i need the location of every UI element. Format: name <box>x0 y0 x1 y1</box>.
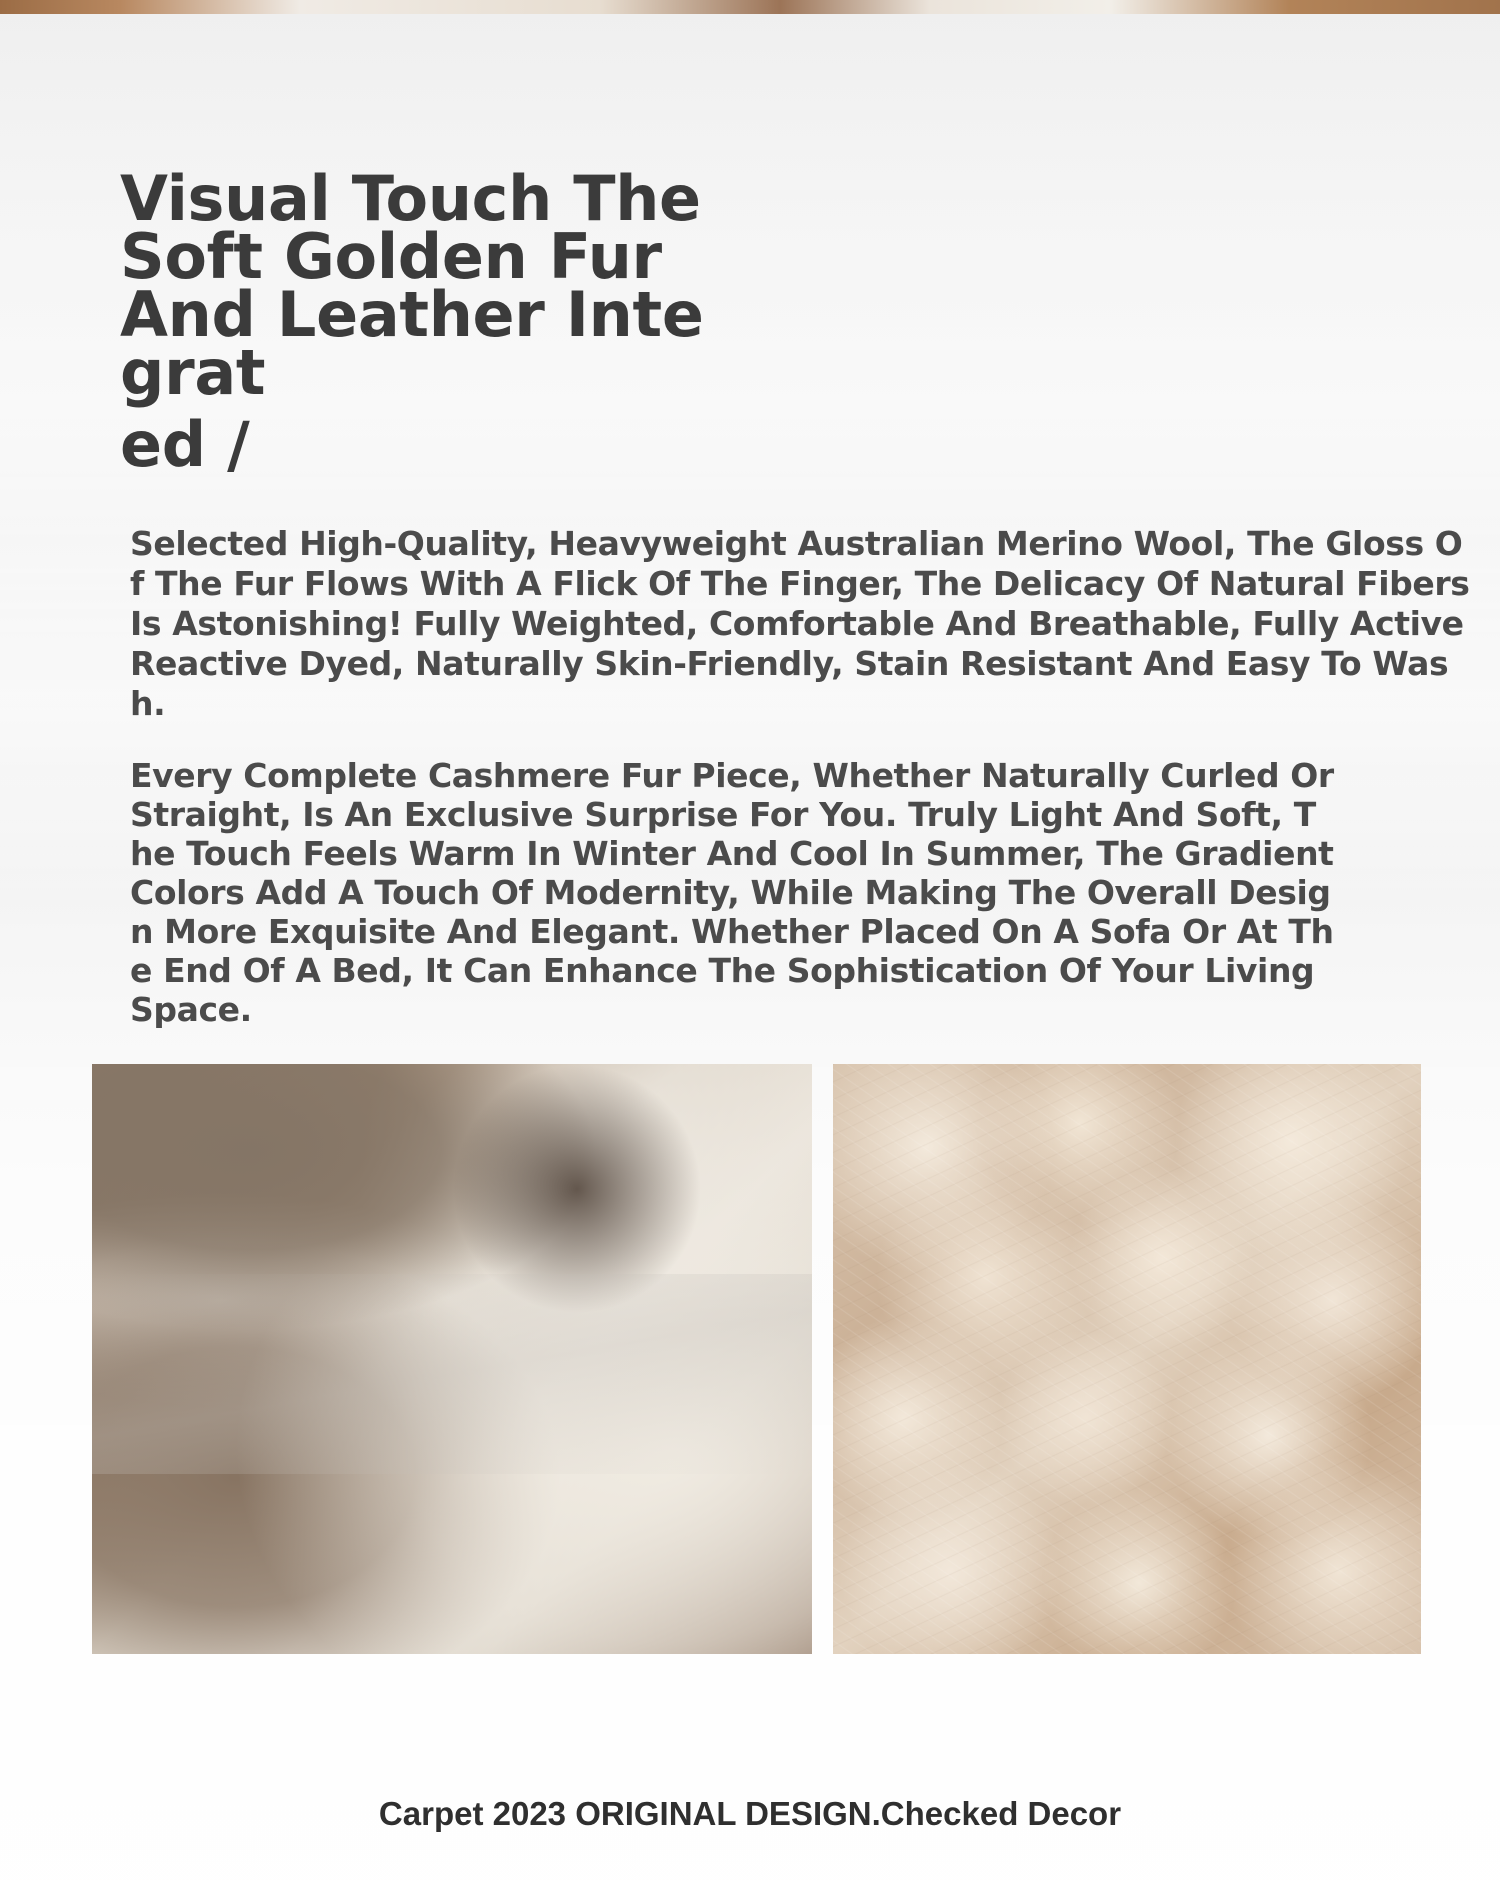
page-headline <box>120 162 730 481</box>
description-paragraph-1: Selected High-Quality, Heavyweight Australian Merino Wool, The Gloss Of The Fur Flows With A Flick Of The Finger, The Delicacy Of Natural Fibers Is Astonishing! Fully Weighted, Comfortable And Breathable, Fully Active Reactive Dyed, Naturally Skin-Friendly, Stain Resistant And Easy To Wash. <box>130 524 1470 723</box>
top-image-strip <box>0 0 1500 14</box>
headline-last-line: ed / <box>120 408 250 481</box>
footer-brand-text: Carpet 2023 ORIGINAL DESIGN.Checked Decor <box>378 1795 1122 1832</box>
fur-crease-detail <box>92 1274 812 1474</box>
curly-fleece-photo <box>833 1064 1421 1654</box>
description-paragraph-2: Every Complete Cashmere Fur Piece, Whether Naturally Curled Or Straight, Is An Exclusive Surprise For You. Truly Light And Soft, The Touch Feels Warm In Winter And Cool In Summer, The Gradient Colors Add A Touch Of Modernity, While Making The Overall Design More Exquisite And Elegant. Whether Placed On A Sofa Or At The End Of A Bed, It Can Enhance The Sophistication Of Your Living Space. <box>130 756 1334 1029</box>
fur-closeup-photo <box>92 1064 812 1654</box>
headline-main-text: Visual Touch The Soft Golden Fur And Leather Integrat <box>120 162 704 409</box>
fleece-texture-detail <box>833 1064 1421 1654</box>
